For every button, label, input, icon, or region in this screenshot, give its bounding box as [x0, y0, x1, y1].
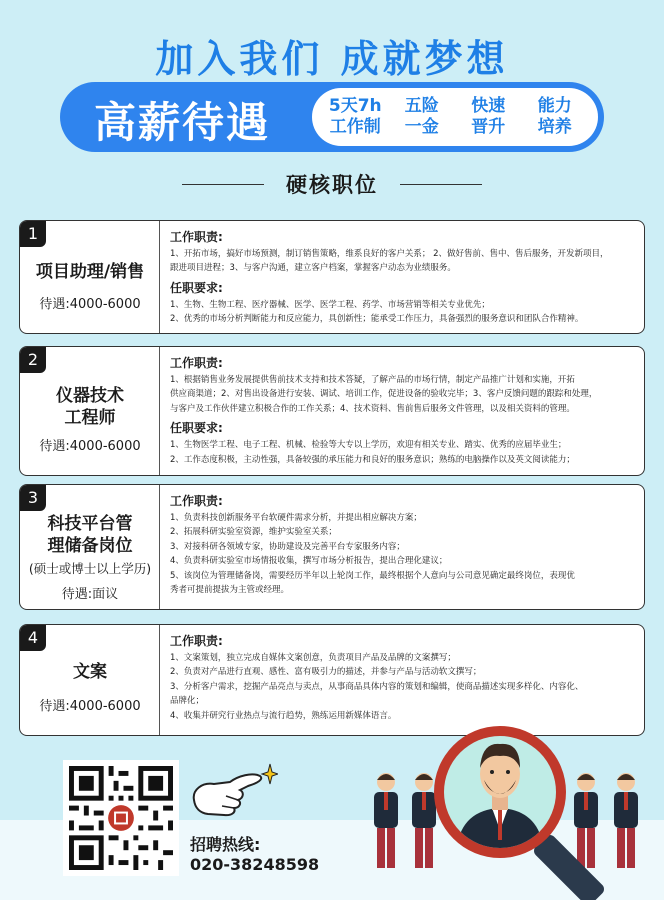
pointing-hand-icon	[186, 762, 278, 824]
requirement-line: 1、生物、生物工程、医疗器械、医学、医学工程、药学、市场营销等相关专业优先；	[170, 299, 490, 310]
perk-insurance	[392, 96, 452, 138]
duty-line: 与客户及工作伙伴建立积极合作的工作关系；4、技术资料、售前售后服务文件管理，以及相关资料的管理。	[170, 403, 575, 414]
job-title-line-2: 理储备岗位	[47, 536, 133, 556]
duty-line: 2、拓展科研实验室资源，维护实验室关系；	[170, 527, 337, 538]
qr-code	[63, 760, 179, 876]
perk-line: 培养	[537, 117, 572, 137]
job-summary	[20, 347, 160, 475]
requirement-line: 1、生物医学工程、电子工程、机械、检验等大专以上学历，欢迎有相关专业、踏实、优秀的应届毕业生；	[170, 440, 567, 451]
duty-line: 品牌化；	[170, 696, 205, 707]
job-title-line-1: 科技平台管	[47, 514, 133, 534]
job-pay: 待遇:4000-6000	[39, 699, 141, 714]
perk-line: 晋升	[471, 117, 506, 137]
requirements-heading: 任职要求:	[170, 421, 223, 436]
duty-line: 4、收集并研究行业热点与流行趋势，熟练运用新媒体语言。	[170, 710, 397, 721]
job-pay: 待遇:4000-6000	[39, 439, 141, 454]
divider	[400, 184, 482, 185]
perk-line: 工作制	[329, 117, 381, 137]
job-pay: 待遇:面议	[61, 587, 119, 602]
requirement-line: 2、工作态度积极，主动性强，具备较强的承压能力和良好的服务意识；熟练的电脑操作以及英文阅读能力；	[170, 454, 575, 465]
headline: 加入我们 成就梦想	[155, 37, 509, 81]
perk-promotion	[458, 96, 518, 138]
job-details	[170, 229, 634, 327]
duty-line: 3、对接科研各领域专家，协助建设及完善平台专家服务内容；	[170, 541, 405, 552]
duty-line: 3、分析客户需求，挖掘产品亮点与卖点，从事商品具体内容的策划和编辑，使商品描述实现多样化、内容化、	[170, 681, 584, 692]
duty-line: 5、该岗位为管理储备岗，需要经历半年以上轮岗工作，最终根据个人意向与公司意见确定最终岗位，表现优	[170, 570, 575, 581]
requirement-line: 2、优秀的市场分析判断能力和反应能力，具创新性；能承受工作压力，具备强烈的服务意识和团队合作精神。	[170, 314, 584, 325]
job-summary	[20, 221, 160, 333]
job-summary	[20, 625, 160, 735]
requirements-heading: 任职要求:	[170, 280, 223, 295]
duty-line: 1、根据销售业务发展提供售前技术支持和技术答疑，了解产品的市场行情，制定产品推广计划和实施，开拓	[170, 375, 575, 385]
perk-line: 能力	[537, 96, 572, 116]
divider	[182, 184, 264, 185]
perk-work-hours	[325, 96, 385, 138]
job-summary	[20, 485, 160, 609]
duty-line: 供应商渠道；2、对售出设备进行安装、调试、培训工作，促进设备的验收完毕；3、客户反馈问题的跟踪和处理，	[170, 389, 598, 400]
job-education-note: (硕士或博士以上学历)	[28, 561, 152, 576]
duty-line: 4、负责科研实验室市场情报收集，撰写市场分析报告，提出合理化建议；	[170, 556, 448, 567]
job-details	[170, 493, 634, 597]
qr-code-icon	[69, 766, 173, 870]
perk-line: 5天7h	[328, 96, 382, 116]
perk-line: 一金	[404, 117, 439, 137]
perk-training	[525, 96, 585, 138]
section-header	[0, 172, 664, 196]
job-number: 2	[20, 347, 46, 373]
job-number: 4	[20, 625, 46, 651]
perks-pill	[312, 88, 598, 146]
hotline-number: 020-38248598	[190, 855, 320, 874]
hotline-label: 招聘热线:	[190, 835, 261, 854]
recruitment-illustration	[360, 712, 664, 900]
job-title: 文案	[73, 662, 107, 682]
job-card-3	[19, 484, 645, 610]
duty-line: 2、负责对产品进行直观、感性、富有吸引力的描述，并参与产品与活动软文撰写；	[170, 667, 482, 678]
job-number: 1	[20, 221, 46, 247]
job-title: 项目助理/销售	[35, 262, 145, 282]
duty-line: 1、负责科技创新服务平台软硬件需求分析，并提出相应解决方案；	[170, 513, 422, 523]
perk-line: 五险	[404, 96, 439, 116]
duty-line: 跟进项目进程；3、与客户沟通，建立客户档案，掌握客户动态为业绩服务。	[170, 263, 456, 274]
job-details	[170, 633, 634, 723]
banner-title: 高薪待遇	[94, 98, 271, 147]
duties-heading: 工作职责:	[170, 494, 223, 508]
job-pay: 待遇:4000-6000	[39, 297, 141, 312]
job-title-line-1: 仪器技术	[56, 386, 124, 406]
job-card-1	[19, 220, 645, 334]
duties-heading: 工作职责:	[170, 356, 223, 370]
job-card-2	[19, 346, 645, 476]
job-title-line-2: 工程师	[64, 408, 116, 428]
salary-banner	[60, 82, 604, 152]
duties-heading: 工作职责:	[170, 634, 223, 648]
duty-line: 1、开拓市场，搞好市场预测，制订销售策略，维系良好的客户关系； 2、做好售前、售中、售后服务，开发新项目，	[170, 249, 609, 259]
duty-line: 1、文案策划，独立完成自媒体文案创意，负责项目产品及品牌的文案撰写；	[170, 653, 456, 663]
duties-heading: 工作职责:	[170, 230, 223, 244]
job-number: 3	[20, 485, 46, 511]
job-details	[170, 355, 634, 467]
section-title: 硬核职位	[286, 173, 378, 197]
duty-line: 秀者可提前提拔为主管或经理。	[170, 585, 290, 596]
perk-line: 快速	[471, 96, 506, 116]
